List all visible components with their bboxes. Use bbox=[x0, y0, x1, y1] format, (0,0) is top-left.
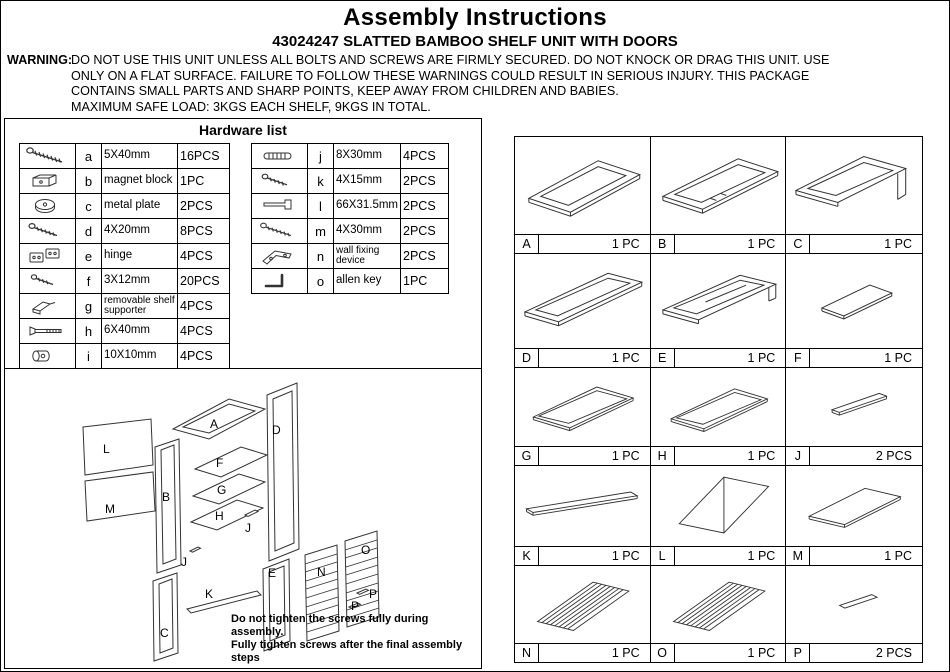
exploded-label: D bbox=[272, 423, 281, 437]
screw-long-icon bbox=[23, 145, 71, 167]
hardware-item-letter: n bbox=[308, 244, 334, 269]
part-quantity: 1 PC bbox=[611, 549, 640, 563]
hardware-item-description: 6X40mm bbox=[102, 319, 178, 344]
part-cell-g bbox=[515, 368, 651, 466]
hardware-item-description: 4X30mm bbox=[334, 219, 401, 244]
part-label-band bbox=[786, 546, 922, 565]
hardware-item-description: 4X20mm bbox=[102, 219, 178, 244]
hardware-item-quantity: 2PCS bbox=[401, 194, 449, 219]
hardware-item-letter: c bbox=[76, 194, 102, 219]
hardware-item-description: removable shelf supporter bbox=[102, 294, 178, 319]
part-label-band bbox=[651, 348, 786, 367]
hardware-item-description: 5X40mm bbox=[102, 144, 178, 169]
allen-key-icon bbox=[255, 270, 303, 292]
part-letter: H bbox=[651, 447, 675, 465]
part-label-band bbox=[651, 234, 786, 253]
part-letter: K bbox=[515, 547, 539, 565]
hardware-item-letter: m bbox=[308, 219, 334, 244]
part-quantity: 1 PC bbox=[611, 237, 640, 251]
part-letter: B bbox=[651, 235, 675, 253]
warning-line: DO NOT USE THIS UNIT UNLESS ALL BOLTS AND SCREWS ARE FIRMLY SECURED. DO NOT KNOCK OR DRAG THIS UNIT. USE bbox=[71, 53, 830, 67]
exploded-label: M bbox=[105, 502, 115, 516]
warning-line: MAXIMUM SAFE LOAD: 3KGS EACH SHELF, 9KGS IN TOTAL. bbox=[71, 99, 431, 114]
exploded-diagram-section bbox=[4, 368, 482, 669]
hardware-item-description: 66X31.5mm bbox=[334, 194, 401, 219]
hardware-item-quantity: 2PCS bbox=[401, 219, 449, 244]
part-letter: J bbox=[786, 447, 810, 465]
hardware-item-description: 4X15mm bbox=[334, 169, 401, 194]
hardware-item-letter: h bbox=[76, 319, 102, 344]
part-quantity: 1 PC bbox=[611, 351, 640, 365]
hardware-item-quantity: 1PC bbox=[178, 169, 230, 194]
part-letter: D bbox=[515, 349, 539, 367]
hardware-item-description: 8X30mm bbox=[334, 144, 401, 169]
magnet-block-icon bbox=[23, 170, 71, 192]
part-letter: L bbox=[651, 547, 675, 565]
part-label-band bbox=[515, 446, 650, 465]
part-cell-b bbox=[651, 137, 787, 254]
part-letter: F bbox=[786, 349, 810, 367]
part-cell-d bbox=[515, 254, 651, 368]
hardware-item-description: hinge bbox=[102, 244, 178, 269]
hardware-item-description: allen key bbox=[334, 269, 401, 294]
exploded-label: O bbox=[361, 543, 371, 557]
part-quantity: 1 PC bbox=[747, 237, 776, 251]
hardware-row bbox=[20, 194, 230, 219]
part-cell-a bbox=[515, 137, 651, 254]
exploded-label: P bbox=[369, 587, 378, 601]
part-label-band bbox=[786, 348, 922, 367]
screw-small-icon bbox=[23, 270, 71, 292]
hardware-item-quantity: 2PCS bbox=[178, 194, 230, 219]
part-quantity: 1 PC bbox=[747, 646, 776, 660]
part-letter: O bbox=[651, 644, 675, 662]
part-letter: G bbox=[515, 447, 539, 465]
part-label-band bbox=[651, 643, 786, 662]
hardware-item-quantity: 4PCS bbox=[401, 144, 449, 169]
part-drawing-p bbox=[786, 566, 922, 643]
hardware-item-letter: i bbox=[76, 344, 102, 369]
part-drawing-m bbox=[786, 466, 922, 546]
part-cell-k bbox=[515, 466, 651, 566]
part-drawing-e bbox=[651, 254, 786, 348]
barrel-nut-icon bbox=[23, 345, 71, 367]
exploded-label: P bbox=[351, 599, 360, 613]
hardware-item-letter: l bbox=[308, 194, 334, 219]
part-letter: A bbox=[515, 235, 539, 253]
part-drawing-c bbox=[786, 137, 922, 234]
part-letter: C bbox=[786, 235, 810, 253]
exploded-label: C bbox=[160, 626, 169, 640]
exploded-label: N bbox=[317, 565, 326, 579]
hardware-row bbox=[252, 269, 449, 294]
hardware-item-description: magnet block bbox=[102, 169, 178, 194]
hardware-item-quantity: 4PCS bbox=[178, 319, 230, 344]
part-quantity: 1 PC bbox=[611, 646, 640, 660]
hardware-row bbox=[252, 219, 449, 244]
assembly-note-line: Do not tighten the screws fully during assembly. bbox=[231, 613, 429, 638]
hardware-item-description: 10X10mm bbox=[102, 344, 178, 369]
hardware-list-section bbox=[4, 118, 482, 369]
part-drawing-h bbox=[651, 368, 786, 446]
hardware-item-letter: a bbox=[76, 144, 102, 169]
hardware-item-letter: d bbox=[76, 219, 102, 244]
hardware-row bbox=[252, 194, 449, 219]
part-cell-e bbox=[651, 254, 787, 368]
metal-plate-icon bbox=[23, 195, 71, 217]
part-quantity: 1 PC bbox=[884, 351, 912, 365]
assembly-note-line: Fully tighten screws after the final assembly steps bbox=[231, 639, 463, 664]
hardware-item-letter: f bbox=[76, 269, 102, 294]
part-quantity: 2 PCS bbox=[875, 449, 912, 463]
hardware-row bbox=[20, 294, 230, 319]
part-cell-o bbox=[651, 566, 787, 662]
screw-thin-icon bbox=[255, 220, 303, 242]
dowel-pin-icon bbox=[255, 145, 303, 167]
warning-line: ONLY ON A FLAT SURFACE. FAILURE TO FOLLOW THESE WARNINGS COULD RESULT IN SERIOUS INJURY. THIS PACKAGE bbox=[71, 68, 810, 83]
hardware-table-right bbox=[251, 143, 449, 294]
part-quantity: 1 PC bbox=[747, 449, 776, 463]
part-letter: M bbox=[786, 547, 810, 565]
hardware-item-quantity: 16PCS bbox=[178, 144, 230, 169]
part-cell-c bbox=[786, 137, 922, 254]
hardware-table-left bbox=[19, 143, 230, 369]
exploded-label: J bbox=[181, 555, 187, 569]
exploded-label: J bbox=[245, 521, 251, 535]
bolt-long-icon bbox=[23, 320, 71, 342]
part-letter: E bbox=[651, 349, 675, 367]
screw-medium-icon bbox=[23, 220, 71, 242]
part-quantity: 1 PC bbox=[747, 351, 776, 365]
part-cell-h bbox=[651, 368, 787, 466]
part-label-band bbox=[651, 446, 786, 465]
part-label-band bbox=[786, 446, 922, 465]
part-drawing-a bbox=[515, 137, 650, 234]
exploded-label: L bbox=[103, 442, 110, 456]
part-label-band bbox=[786, 643, 922, 662]
hardware-item-quantity: 4PCS bbox=[178, 294, 230, 319]
part-drawing-n bbox=[515, 566, 650, 643]
warning-section bbox=[1, 53, 949, 115]
hardware-item-quantity: 20PCS bbox=[178, 269, 230, 294]
hardware-item-letter: o bbox=[308, 269, 334, 294]
part-label-band bbox=[515, 348, 650, 367]
exploded-label: F bbox=[216, 456, 224, 470]
hardware-item-description: metal plate bbox=[102, 194, 178, 219]
hardware-item-letter: e bbox=[76, 244, 102, 269]
hardware-item-quantity: 4PCS bbox=[178, 344, 230, 369]
exploded-label: K bbox=[205, 587, 214, 601]
part-letter: N bbox=[515, 644, 539, 662]
flat-bracket-icon bbox=[255, 195, 303, 217]
part-cell-n bbox=[515, 566, 651, 662]
part-letter: P bbox=[786, 644, 810, 662]
hardware-row bbox=[20, 269, 230, 294]
exploded-label: H bbox=[215, 509, 224, 523]
screw-pan-icon bbox=[255, 170, 303, 192]
hardware-item-letter: j bbox=[308, 144, 334, 169]
hardware-row bbox=[20, 344, 230, 369]
hardware-item-letter: k bbox=[308, 169, 334, 194]
part-cell-l bbox=[651, 466, 787, 566]
part-drawing-k bbox=[515, 466, 650, 546]
part-cell-j bbox=[786, 368, 922, 466]
part-drawing-b bbox=[651, 137, 786, 234]
hardware-item-quantity: 2PCS bbox=[401, 244, 449, 269]
exploded-label: E bbox=[268, 566, 277, 580]
hardware-row bbox=[20, 144, 230, 169]
part-label-band bbox=[515, 643, 650, 662]
page-subtitle: 43024247 SLATTED BAMBOO SHELF UNIT WITH DOORS bbox=[272, 33, 678, 50]
part-quantity: 1 PC bbox=[611, 449, 640, 463]
exploded-label: A bbox=[210, 417, 219, 431]
part-drawing-o bbox=[651, 566, 786, 643]
hardware-row bbox=[252, 244, 449, 269]
hardware-row bbox=[20, 319, 230, 344]
part-quantity: 2 PCS bbox=[875, 646, 912, 660]
hardware-row bbox=[252, 144, 449, 169]
part-quantity: 1 PC bbox=[747, 549, 776, 563]
hardware-item-letter: b bbox=[76, 169, 102, 194]
warning-line: CONTAINS SMALL PARTS AND SHARP POINTS, KEEP AWAY FROM CHILDREN AND BABIES. bbox=[71, 84, 619, 99]
parts-grid bbox=[514, 136, 923, 663]
exploded-label: B bbox=[162, 490, 171, 504]
part-cell-f bbox=[786, 254, 922, 368]
part-drawing-g bbox=[515, 368, 650, 446]
hardware-row bbox=[20, 169, 230, 194]
hardware-item-quantity: 2PCS bbox=[401, 169, 449, 194]
part-label-band bbox=[651, 546, 786, 565]
part-drawing-l bbox=[651, 466, 786, 546]
hardware-list-title: Hardware list bbox=[199, 122, 287, 138]
part-quantity: 1 PC bbox=[884, 237, 912, 251]
part-label-band bbox=[515, 546, 650, 565]
hardware-item-letter: g bbox=[76, 294, 102, 319]
hardware-item-description: 3X12mm bbox=[102, 269, 178, 294]
part-label-band bbox=[786, 234, 922, 253]
page-title: Assembly Instructions bbox=[343, 4, 607, 31]
part-drawing-d bbox=[515, 254, 650, 348]
hardware-item-quantity: 8PCS bbox=[178, 219, 230, 244]
exploded-label: G bbox=[217, 483, 227, 497]
shelf-supporter-icon bbox=[23, 295, 71, 317]
hardware-row bbox=[20, 219, 230, 244]
warning-label: WARNING: bbox=[7, 53, 73, 67]
hardware-item-quantity: 4PCS bbox=[178, 244, 230, 269]
hardware-row bbox=[252, 169, 449, 194]
hardware-item-description: wall fixing device bbox=[334, 244, 401, 269]
hinge-icon bbox=[23, 245, 71, 267]
hardware-row bbox=[20, 244, 230, 269]
assembly-note bbox=[231, 613, 481, 665]
part-cell-m bbox=[786, 466, 922, 566]
hardware-item-quantity: 1PC bbox=[401, 269, 449, 294]
part-label-band bbox=[515, 234, 650, 253]
part-quantity: 1 PC bbox=[884, 549, 912, 563]
part-cell-p bbox=[786, 566, 922, 662]
part-drawing-j bbox=[786, 368, 922, 446]
part-drawing-f bbox=[786, 254, 922, 348]
wall-fixing-device-icon bbox=[255, 245, 303, 267]
